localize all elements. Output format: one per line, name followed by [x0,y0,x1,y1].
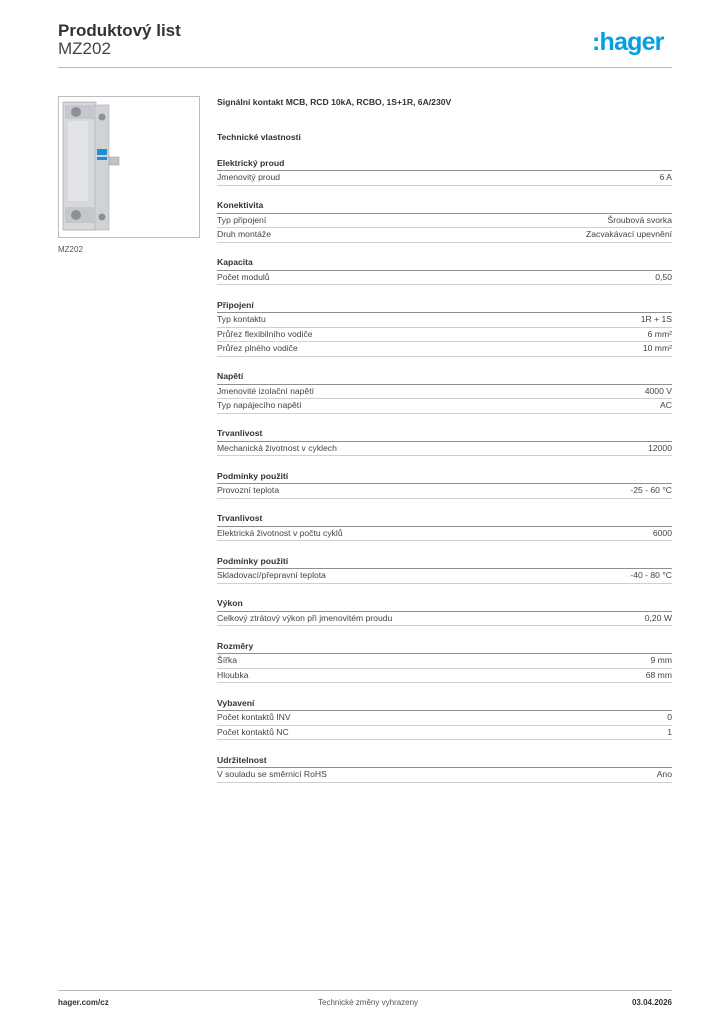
spec-groups [217,158,672,783]
spec-group [217,471,672,499]
product-photo [58,96,200,238]
product-illustration [59,97,199,237]
spec-row [217,612,672,627]
spec-label: Jmenovité izolační napětí [217,385,314,396]
spec-group [217,371,672,414]
technical-properties-title: Technické vlastnosti [217,132,301,142]
spec-group [217,158,672,186]
spec-group-title: Udržitelnost [217,755,672,769]
spec-label: Druh montáže [217,229,271,239]
spec-group [217,257,672,285]
spec-group-title: Napětí [217,371,672,385]
spec-group-title: Podmínky použití [217,471,672,485]
spec-group-title: Rozměry [217,641,672,655]
footer-website: hager.com/cz [58,998,109,1007]
spec-label: Počet kontaktů INV [217,712,291,722]
spec-row [217,569,672,584]
spec-group [217,556,672,584]
spec-label: Typ kontaktu [217,314,266,324]
spec-row [217,228,672,243]
spec-group-title: Elektrický proud [217,158,672,172]
spec-value: Šroubová svorka [607,214,672,225]
spec-value: 10 mm² [642,343,672,353]
spec-row [217,385,672,400]
spec-label: Provozní teplota [217,485,280,495]
spec-group-title: Trvanlivost [217,428,672,442]
spec-label: Skladovací/přepravní teplota [217,570,326,580]
spec-value: 68 mm [645,669,672,680]
spec-row [217,271,672,286]
spec-group [217,200,672,243]
spec-value: 1R + 1S [640,314,672,324]
spec-label: Průřez plného vodiče [217,343,298,353]
photo-caption: MZ202 [58,245,83,254]
spec-row [217,313,672,328]
spec-label: Typ napájecího napětí [217,400,302,410]
spec-value: 0 [667,712,672,722]
spec-label: Mechanická životnost v cyklech [217,442,337,453]
spec-group [217,300,672,357]
spec-group [217,755,672,783]
spec-group-title: Podmínky použití [217,556,672,570]
spec-row [217,768,672,783]
spec-value: 12000 [648,442,672,453]
spec-row [217,171,672,186]
spec-group-title: Konektivita [217,200,672,214]
spec-row [217,328,672,343]
spec-value: 9 mm [650,655,672,665]
hager-logo [592,28,674,58]
spec-value: -40 - 80 °C [630,570,672,580]
spec-row [217,484,672,499]
spec-label: Elektrická životnost v počtu cyklů [217,527,343,538]
spec-label: Typ připojení [217,214,267,225]
footer-divider [58,990,672,991]
spec-value: 6 A [659,172,672,182]
spec-label: Hloubka [217,669,249,680]
spec-label: Počet modulů [217,271,270,282]
spec-row [217,342,672,357]
spec-group-title: Výkon [217,598,672,612]
spec-row [217,669,672,684]
spec-label: Jmenovitý proud [217,172,281,182]
spec-group [217,641,672,684]
footer-date: 03.04.2026 [631,998,672,1007]
spec-row [217,726,672,741]
spec-row [217,711,672,726]
spec-row [217,654,672,669]
spec-group-title: Vybavení [217,698,672,712]
spec-label: Šířka [217,655,238,665]
footer-note: Technické změny vyhrazeny [318,998,419,1007]
spec-label: Celkový ztrátový výkon při jmenovitém proudu [217,612,393,623]
page-title: Produktový list [58,21,181,40]
spec-value: AC [660,400,672,410]
product-code: MZ202 [58,39,111,58]
header-divider [58,67,672,68]
spec-value: 6 mm² [647,328,672,339]
spec-label: V souladu se směrnicí RoHS [217,769,327,779]
spec-value: -25 - 60 °C [630,485,672,495]
spec-group [217,513,672,541]
product-spec-panel [217,96,672,783]
spec-row [217,214,672,229]
spec-value: 4000 V [644,385,672,396]
spec-label: Průřez flexibilního vodiče [217,328,313,339]
hager-logo-text: :hager [592,28,664,56]
spec-group-title: Trvanlivost [217,513,672,527]
spec-value: 0,20 W [644,612,672,623]
spec-value: 1 [667,726,672,737]
spec-row [217,399,672,414]
spec-group-title: Kapacita [217,257,672,271]
spec-label: Počet kontaktů NC [217,726,289,737]
spec-value: 6000 [652,527,672,538]
product-description: Signální kontakt MCB, RCD 10kA, RCBO, 1S+1R, 6A/230V [217,97,452,107]
spec-value: 0,50 [655,271,672,282]
spec-group [217,698,672,741]
spec-group [217,598,672,626]
spec-row [217,527,672,542]
spec-value: Ano [656,769,672,779]
spec-value: Zacvakávací upevnění [586,229,672,239]
spec-group-title: Připojení [217,300,672,314]
spec-group [217,428,672,456]
spec-row [217,442,672,457]
